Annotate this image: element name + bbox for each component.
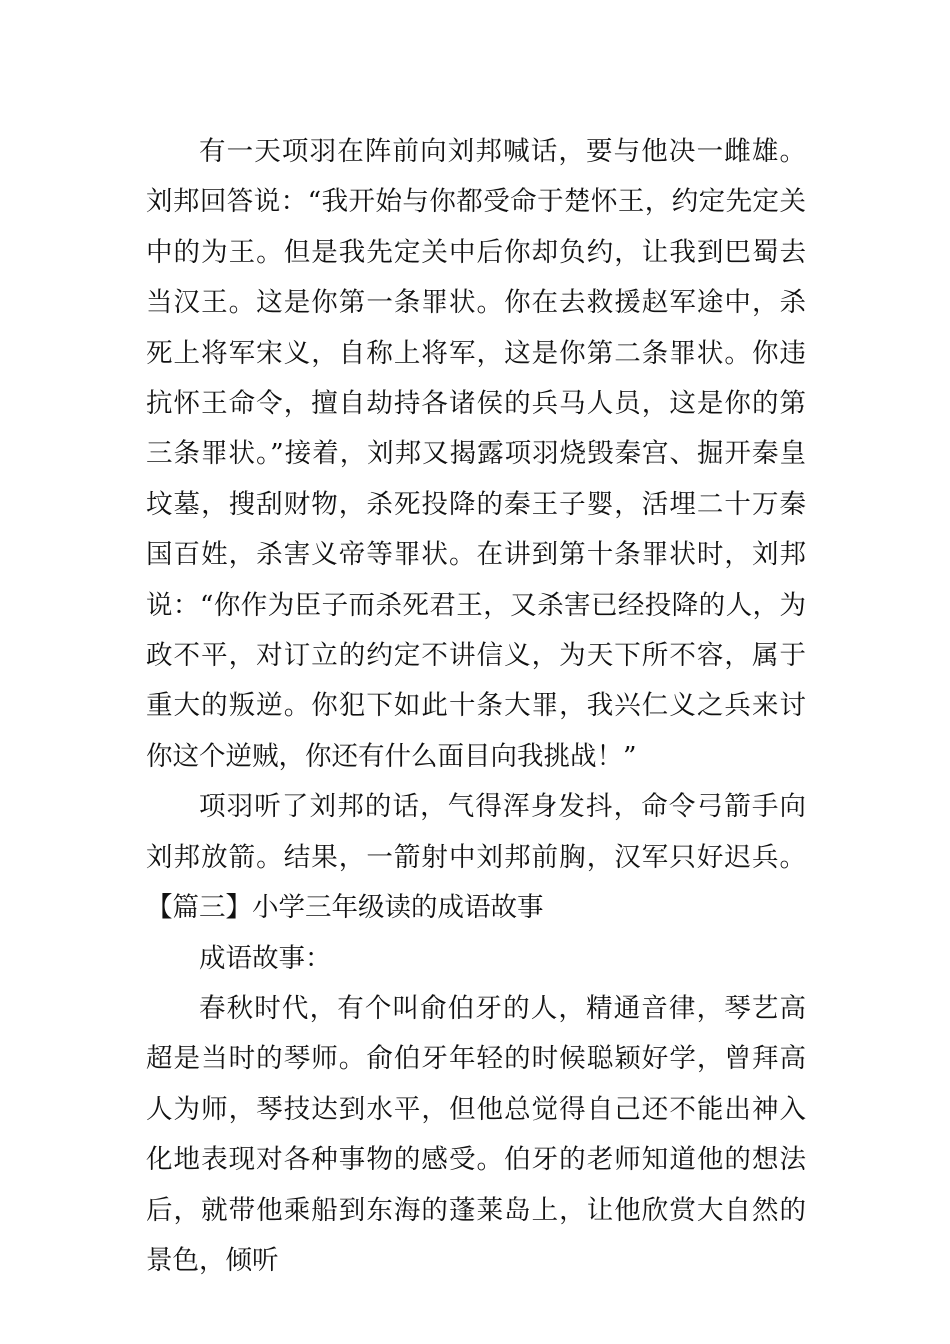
paragraph-idiom-story-label: 成语故事：: [199, 942, 332, 974]
paragraph-yu-boya-story: 春秋时代，有个叫俞伯牙的人，精通音律，琴艺高超是当时的琴师。俞伯牙年轻的时候聪颖好学，曾拜高人为师，琴技达到水平，但他总觉得自己还不能出神入化地表现对各种事物的感受。伯牙的老师知道他的想法后，就带他乘船到东海的蓬莱岛上，让他欣赏大自然的景色，倾听: [146, 992, 806, 1276]
body-text: [146, 127, 806, 1286]
paragraph-xiang-yu-response: 项羽听了刘邦的话，气得浑身发抖，命令弓箭手向刘邦放箭。结果，一箭射中刘邦前胸，汉军只好迟兵。【篇三】小学三年级读的成语故事: [146, 791, 806, 924]
paragraph-liu-bang-speech: 有一天项羽在阵前向刘邦喊话，要与他决一雌雄。刘邦回答说：“我开始与你都受命于楚怀王，约定先定关中的为王。但是我先定关中后你却负约，让我到巴蜀去当汉王。这是你第一条罪状。你在去救援赵军途中，杀死上将军宋义，自称上将军，这是你第二条罪状。你违抗怀王命令，擅自劫持各诸侯的兵马人员，这是你的第三条罪状。”接着，刘邦又揭露项羽烧毁秦宫、掘开秦皇坟墓，搜刮财物，杀死投降的秦王子婴，活埋二十万秦国百姓，杀害义帝等罪状。在讲到第十条罪状时，刘邦说：“你作为臣子而杀死君王，又杀害已经投降的人，为政不平，对订立的约定不讲信义，为天下所不容，属于重大的叛逆。你犯下如此十条大罪，我兴仁义之兵来讨你这个逆贼，你还有什么面目向我挑战！”: [146, 136, 806, 772]
